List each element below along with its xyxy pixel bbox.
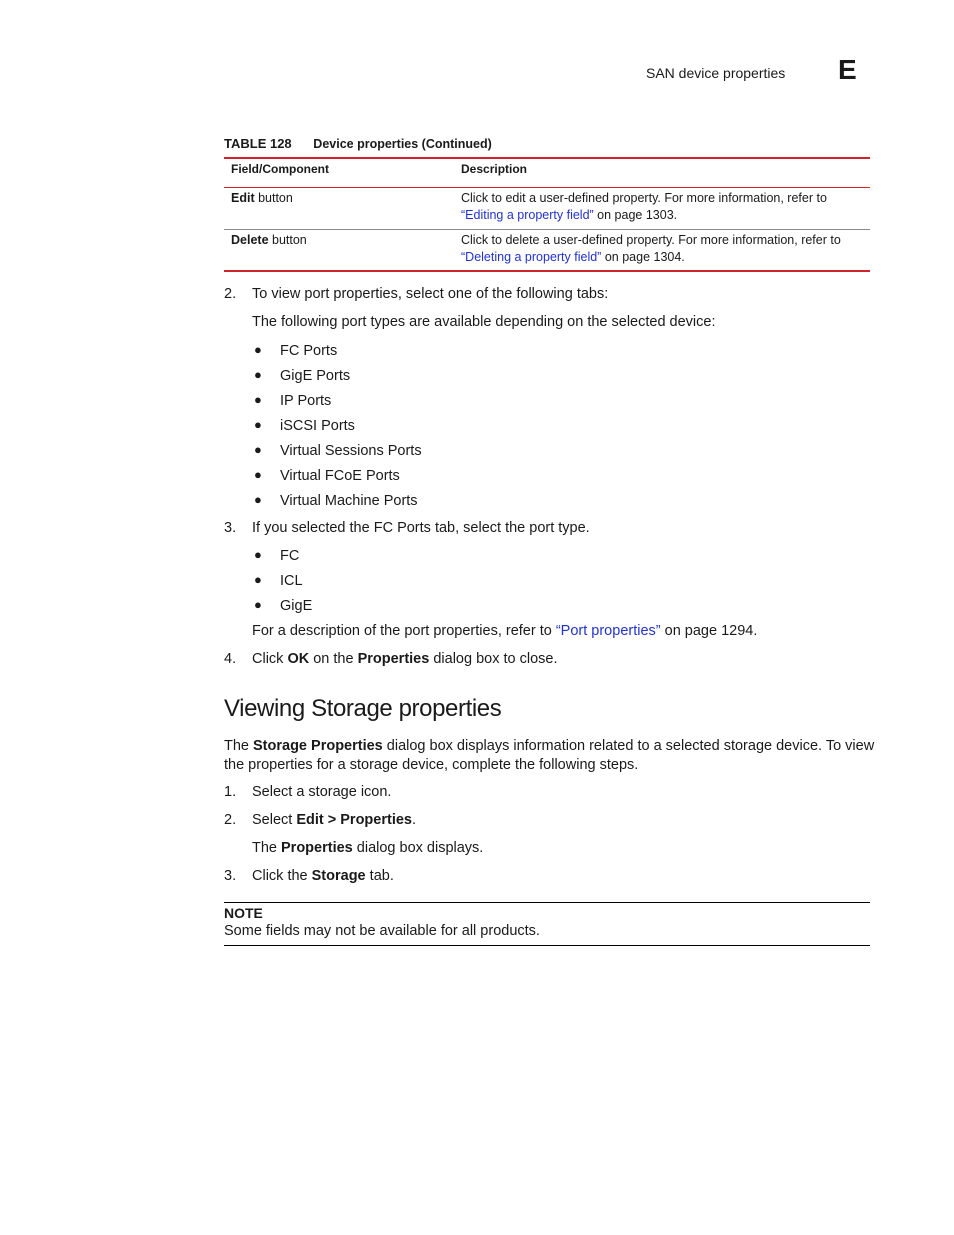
running-header-title: SAN device properties <box>646 65 786 81</box>
field-name: Edit <box>231 191 255 205</box>
table-title: Device properties (Continued) <box>313 137 492 151</box>
bullet-icon: ● <box>254 492 262 507</box>
note-top-rule <box>224 902 870 903</box>
section-intro: The Storage Properties dialog box displays information related to a selected storage device. To view the properties for a storage device, complete the following steps. <box>224 738 875 773</box>
table-caption <box>224 136 492 151</box>
table-row-description: Click to delete a user-defined property. For more information, refer to “Deleting a property field” on page 1304. <box>461 233 841 264</box>
bullet-icon: ● <box>254 367 262 382</box>
list-item: Virtual FCoE Ports <box>280 468 400 484</box>
table-header-field: Field/Component <box>231 162 329 176</box>
list-item: GigE Ports <box>280 368 351 384</box>
properties-dialog-label: Properties <box>357 651 430 667</box>
note-label: NOTE <box>224 905 263 921</box>
step-2-subtext: The following port types are available depending on the selected device: <box>252 314 716 330</box>
storage-tab-label: Storage <box>311 868 366 884</box>
list-item: GigE <box>280 598 313 614</box>
bullet-icon: ● <box>254 417 262 432</box>
list-item: Virtual Machine Ports <box>280 493 418 509</box>
bullet-icon: ● <box>254 342 262 357</box>
note-text: Some fields may not be available for all products. <box>224 923 540 939</box>
bullet-icon: ● <box>254 467 262 482</box>
port-properties-reference: For a description of the port properties, refer to “Port properties” on page 1294. <box>252 623 758 639</box>
storage-step-2-subtext: The Properties dialog box displays. <box>252 840 484 856</box>
list-item: ICL <box>280 573 303 589</box>
note-bottom-rule <box>224 945 870 946</box>
deleting-property-field-link[interactable]: “Deleting a property field” <box>461 249 602 264</box>
table-row-description: Click to edit a user-defined property. For more information, refer to “Editing a property field” on page 1303. <box>461 191 827 222</box>
ok-button-label: OK <box>287 651 310 667</box>
table-row-divider <box>224 229 870 230</box>
table-bottom-rule <box>224 270 870 272</box>
section-heading: Viewing Storage properties <box>224 695 502 722</box>
bullet-icon: ● <box>254 442 262 457</box>
list-item: iSCSI Ports <box>280 418 355 434</box>
editing-property-field-link[interactable]: “Editing a property field” <box>461 207 594 222</box>
table-row-field: Edit button <box>231 191 293 205</box>
bullet-icon: ● <box>254 392 262 407</box>
list-item: IP Ports <box>280 393 332 409</box>
table-header-description: Description <box>461 162 528 176</box>
table-number: TABLE 128 <box>224 136 292 151</box>
appendix-letter: E <box>838 54 857 85</box>
list-item: FC <box>280 548 300 564</box>
bullet-icon: ● <box>254 547 262 562</box>
menu-path: Edit > Properties <box>296 812 412 828</box>
bullet-icon: ● <box>254 572 262 587</box>
list-item: FC Ports <box>280 343 338 359</box>
list-item: Virtual Sessions Ports <box>280 443 422 459</box>
table-top-rule <box>224 157 870 159</box>
table-row-field: Delete button <box>231 233 307 247</box>
port-properties-link[interactable]: “Port properties” <box>555 623 661 639</box>
field-name: Delete <box>231 233 269 247</box>
bullet-icon: ● <box>254 597 262 612</box>
table-header-rule <box>224 187 870 188</box>
